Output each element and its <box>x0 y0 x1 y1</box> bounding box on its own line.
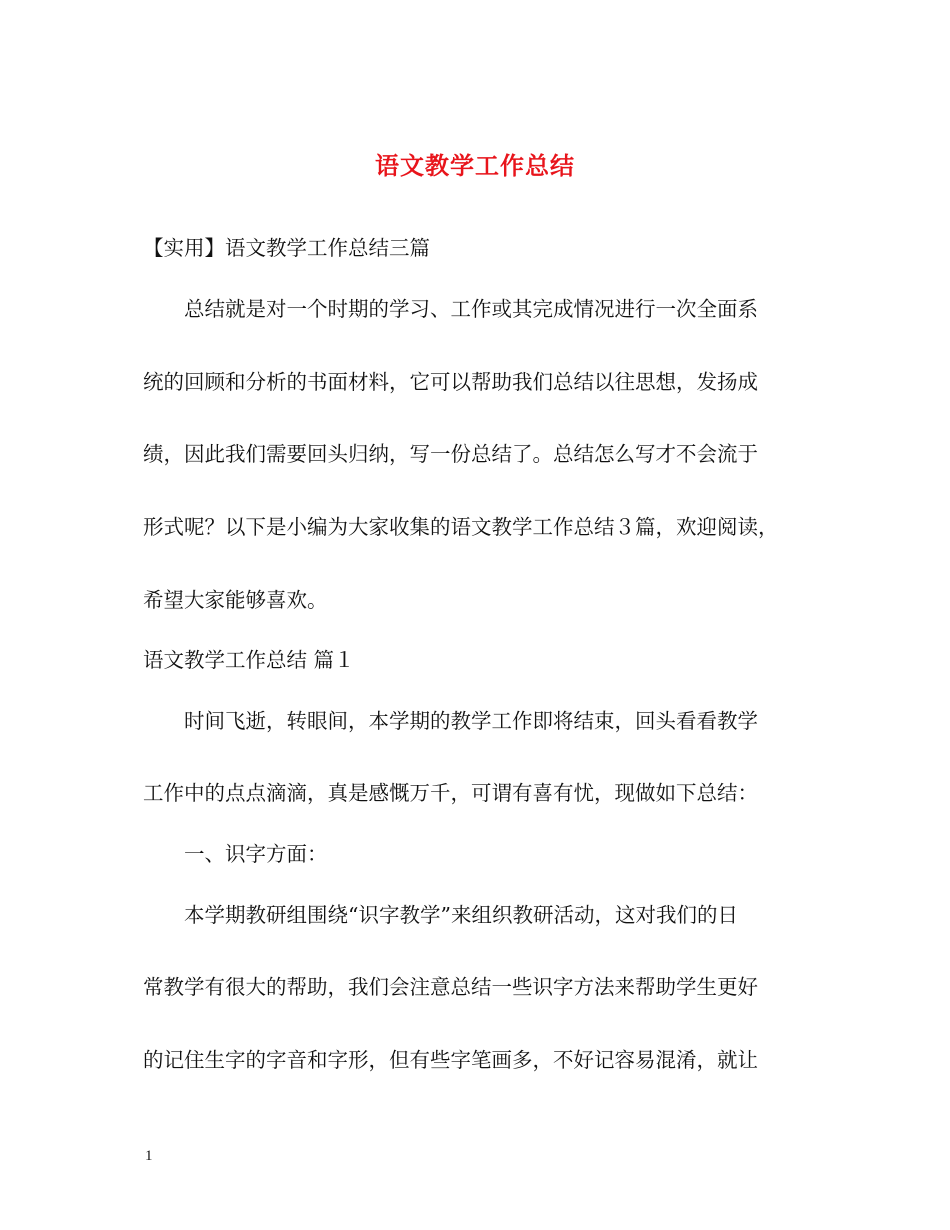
paragraph-line: 总结就是对一个时期的学习、工作或其完成情况进行一次全面系 <box>184 297 758 321</box>
page-number: 1 <box>145 1148 153 1164</box>
paragraph-line: 常教学有很大的帮助，我们会注意总结一些识字方法来帮助学生更好 <box>143 975 758 999</box>
section-heading: 语文教学工作总结 篇１ <box>143 648 355 672</box>
paragraph-line: 希望大家能够喜欢。 <box>143 588 328 612</box>
paragraph-line: 本学期教研组围绕“识字教学”来组织教研活动，这对我们的日 <box>184 903 738 927</box>
paragraph-line: 的记住生字的字音和字形，但有些字笔画多，不好记容易混淆，就让 <box>143 1048 758 1072</box>
paragraph-line: 形式呢？以下是小编为大家收集的语文教学工作总结３篇，欢迎阅读， <box>143 515 779 539</box>
paragraph-line: 时间飞逝，转眼间，本学期的教学工作即将结束，回头看看教学 <box>184 709 758 733</box>
paragraph-line: 统的回顾和分析的书面材料，它可以帮助我们总结以往思想，发扬成 <box>143 370 758 394</box>
subtitle-line: 【实用】语文教学工作总结三篇 <box>143 236 430 260</box>
paragraph-line: 工作中的点点滴滴，真是感慨万千，可谓有喜有忧，现做如下总结： <box>143 781 758 805</box>
paragraph-line: 绩，因此我们需要回头归纳，写一份总结了。总结怎么写才不会流于 <box>143 442 758 466</box>
document-title: 语文教学工作总结 <box>375 151 575 180</box>
subsection-heading: 一、识字方面： <box>184 842 328 866</box>
